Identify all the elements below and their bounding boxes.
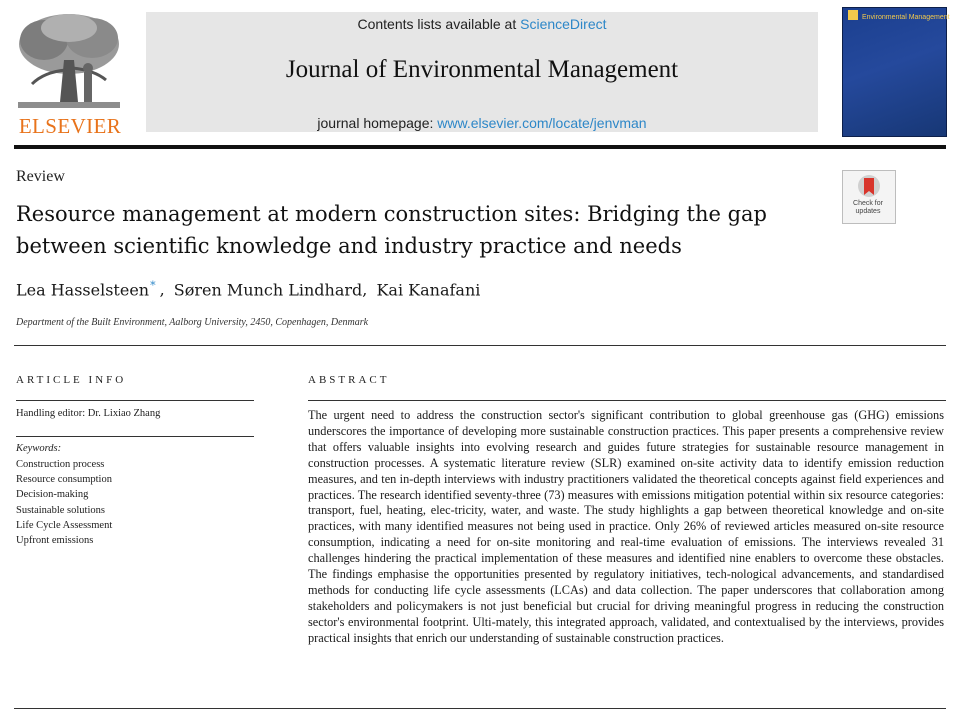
contents-line <box>146 16 818 32</box>
journal-homepage-link[interactable]: www.elsevier.com/locate/jenvman <box>437 115 647 131</box>
keyword-list <box>16 457 112 548</box>
article-info-heading: ARTICLE INFO <box>16 374 127 386</box>
affiliation: Department of the Built Environment, Aalborg University, 2450, Copenhagen, Denmark <box>16 317 369 328</box>
footer-divider <box>14 708 946 709</box>
handling-editor: Handling editor: Dr. Lixiao Zhang <box>16 408 161 419</box>
paper-title: Resource management at modern construction sites: Bridging the gap between scientific knowledge and industry practice and needs <box>16 202 767 258</box>
author-3[interactable]: Kai Kanafani <box>376 280 481 300</box>
author-2[interactable]: Søren Munch Lindhard <box>173 280 363 300</box>
keyword-item: Upfront emissions <box>16 535 94 547</box>
elsevier-tree-logo <box>14 10 124 112</box>
keyword-item: Construction process <box>16 459 105 470</box>
cover-square-icon <box>848 10 858 20</box>
abstract-heading: ABSTRACT <box>308 374 390 386</box>
author-1[interactable]: Lea Hasselsteen <box>16 280 150 300</box>
sciencedirect-link[interactable]: ScienceDirect <box>520 16 607 32</box>
journal-cover <box>842 7 947 137</box>
elsevier-wordmark: ELSEVIER <box>18 114 122 138</box>
info-divider-top <box>16 400 254 401</box>
abstract-text: The urgent need to address the construction sector's significant contribution to global greenhouse gas (GHG) emissions underscores the importance of developing more sustainable construction practices. This paper presents a comprehensive review that offers valuable insights into evolving research and guides future strategies for sustainable resource management in construction processes. A systematic literature review (SLR) examined on-site activity data to identify emission reduction measures, and ten in-depth interviews with industry practitioners validated the theoretical concepts against field experiences and practices. The research identified seventy-three (73) measures with emissions mitigation potential within six resource categories: transport, fuel, heating, elec-tricity, water, and waste. The study highlights a gap between theoretical knowledge and on-site practices, with many identified measures not being used in practice. Only 26% of reviewed articles measured on-site resource consumption, indicating a need for on-site monitoring and real-time evaluation of emissions. The interviews revealed 31 challenges hindering the practical implementation of these measures and identified nine enablers to overcome these obstacles. The findings emphasise the opportunities presented by regulatory initiatives, tech-nological advancements, and standardised methods for conducting life cycle assessments (LCAs) and data collection. The paper underscores that collaboration among stakeholders and policymakers is not just beneficial but crucial for driving meaningful progress in reducing the construction sector's environmental footprint. Ulti-mately, this integrated approach, validated, and contextualised by the interviews, provides practical insights that enrich our understanding of sustainable construction practices. <box>308 408 944 645</box>
keyword-item: Decision-making <box>16 489 89 501</box>
keyword-item: Sustainable solutions <box>16 504 105 516</box>
abstract-divider <box>308 400 946 401</box>
bookmark-icon <box>843 171 895 201</box>
tree-icon <box>14 10 124 112</box>
header-divider <box>14 145 946 149</box>
keyword-item: Resource consumption <box>16 474 112 486</box>
journal-title: Journal of Environmental Management <box>285 56 679 83</box>
corresponding-author-mark[interactable]: * <box>150 279 156 292</box>
homepage-prefix: journal homepage: <box>317 115 438 131</box>
author-list: Lea Hasselsteen* , Søren Munch Lindhard, Kai Kanafani <box>16 279 481 300</box>
section-type: Review <box>16 168 65 185</box>
homepage-line <box>146 115 818 131</box>
contents-prefix: Contents lists available at <box>357 16 521 32</box>
keywords-label: Keywords: <box>16 443 62 454</box>
info-divider-mid <box>16 436 254 437</box>
section-divider <box>14 345 946 346</box>
keyword-item: Life Cycle Assessment <box>16 519 113 531</box>
cover-title: Environmental Management <box>862 14 950 21</box>
check-for-updates-label: Check for updates <box>853 200 883 215</box>
